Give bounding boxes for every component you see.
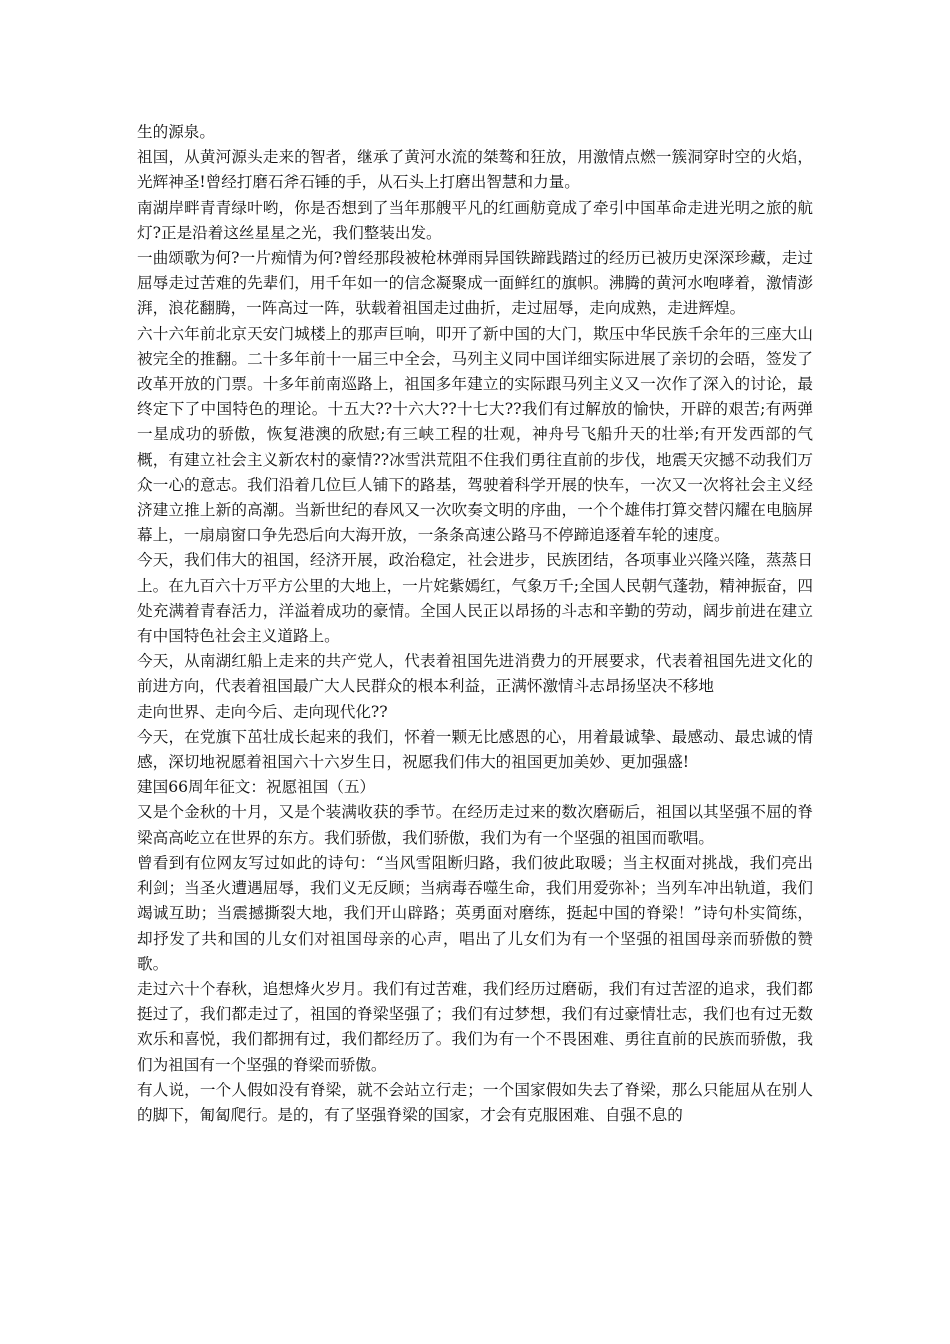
paragraph-4: 一曲颂歌为何?一片痴情为何?曾经那段被枪林弹雨异国铁蹄践踏过的经历已被历史深深珍藏，走过屈辱走过苦难的先辈们，用千年如一的信念凝聚成一面鲜红的旗帜。沸腾的黄河水咆哮着，激情澎湃，浪花翻腾，一阵高过一阵，驮载着祖国走过曲折，走过屈辱，走向成熟，走进辉煌。 [137, 249, 813, 318]
paragraph-7: 今天，从南湖红船上走来的共产党人，代表着祖国先进消费力的开展要求，代表着祖国先进文化的前进方向，代表着祖国最广大人民群众的根本利益，正满怀激情斗志昂扬坚决不移地 [137, 652, 813, 696]
paragraph-1: 生的源泉。 [137, 123, 215, 141]
paragraph-3: 南湖岸畔青青绿叶哟，你是否想到了当年那艘平凡的红画舫竟成了牵引中国革命走进光明之旅的航灯?正是沿着这丝星星之光，我们整装出发。 [137, 198, 813, 242]
paragraph-8: 走向世界、走向今后、走向现代化?? [137, 702, 388, 721]
paragraph-5: 六十六年前北京天安门城楼上的那声巨响，叩开了新中国的大门，欺压中华民族千余年的三座大山被完全的推翻。二十多年前十一届三中全会，马列主义同中国详细实际进展了亲切的会晤，签发了改革开放的门票。十多年前南巡路上，祖国多年建立的实际跟马列主义又一次作了深入的讨论，最终定下了中国特色的理论。十五大??十六大??十七大??我们有过解放的愉快，开辟的艰苦;有两弹一星成功的骄傲，恢复港澳的欣慰;有三峡工程的壮观，神舟号飞船升天的壮举;有开发西部的气概，有建立社会主义新农村的豪情??冰雪洪荒阻不住我们勇往直前的步伐，地震天灾撼不动我们万众一心的意志。我们沿着几位巨人铺下的路基，驾驶着科学开展的快车，一次又一次将社会主义经济建立推上新的高潮。当新世纪的春风又一次吹奏文明的序曲，一个个雄伟打算交替闪耀在电脑屏幕上，一扇扇窗口争先恐后向大海开放，一条条高速公路马不停蹄追逐着车轮的速度。 [137, 324, 813, 545]
paragraph-11: 曾看到有位网友写过如此的诗句：“当风雪阻断归路，我们彼此取暖；当主权面对挑战，我们亮出利剑；当圣火遭遇屈辱，我们义无反顾；当病毒吞噬生命，我们用爱弥补；当列车冲出轨道，我们竭诚互助；当震撼撕裂大地，我们开山辟路；英勇面对磨练，挺起中国的脊梁！”诗句朴实简练，却抒发了共和国的儿女们对祖国母亲的心声，唱出了儿女们为有一个坚强的祖国母亲而骄傲的赞歌。 [137, 853, 813, 973]
paragraph-10: 又是个金秋的十月，又是个装满收获的季节。在经历走过来的数次磨砺后，祖国以其坚强不屈的脊梁高高屹立在世界的东方。我们骄傲，我们骄傲，我们为有一个坚强的祖国而歌唱。 [137, 803, 813, 847]
section-heading: 建国66周年征文：祝愿祖国（五） [137, 778, 376, 797]
paragraph-9: 今天，在党旗下茁壮成长起来的我们，怀着一颗无比感恩的心，用着最诚挚、最感动、最忠诚的情感，深切地祝愿着祖国六十六岁生日，祝愿我们伟大的祖国更加美妙、更加强盛! [137, 727, 813, 772]
paragraph-12: 走过六十个春秋，追想烽火岁月。我们有过苦难，我们经历过磨砺，我们有过苦涩的追求，我们都挺过了，我们都走过了，祖国的脊梁坚强了；我们有过梦想，我们有过豪情壮志，我们也有过无数欢乐和喜悦，我们都拥有过，我们都经历了。我们为有一个不畏困难、勇往直前的民族而骄傲，我们为祖国有一个坚强的脊梁而骄傲。 [137, 979, 813, 1074]
paragraph-6: 今天，我们伟大的祖国，经济开展，政治稳定，社会进步，民族团结，各项事业兴隆兴隆，蒸蒸日上。在九百六十万平方公里的大地上，一片姹紫嫣红，气象万千;全国人民朝气蓬勃，精神振奋，四处充满着青春活力，洋溢着成功的豪情。全国人民正以昂扬的斗志和辛勤的劳动，阔步前进在建立有中国特色社会主义道路上。 [137, 551, 813, 646]
document-body [137, 120, 813, 1128]
paragraph-13: 有人说，一个人假如没有脊梁，就不会站立行走；一个国家假如失去了脊梁，那么只能屈从在别人的脚下，匍匐爬行。是的，有了坚强脊梁的国家，才会有克服困难、自强不息的 [137, 1080, 813, 1124]
paragraph-2: 祖国，从黄河源头走来的智者，继承了黄河水流的桀骜和狂放，用激情点燃一簇洞穿时空的火焰，光辉神圣!曾经打磨石斧石锤的手，从石头上打磨出智慧和力量。 [137, 148, 813, 192]
